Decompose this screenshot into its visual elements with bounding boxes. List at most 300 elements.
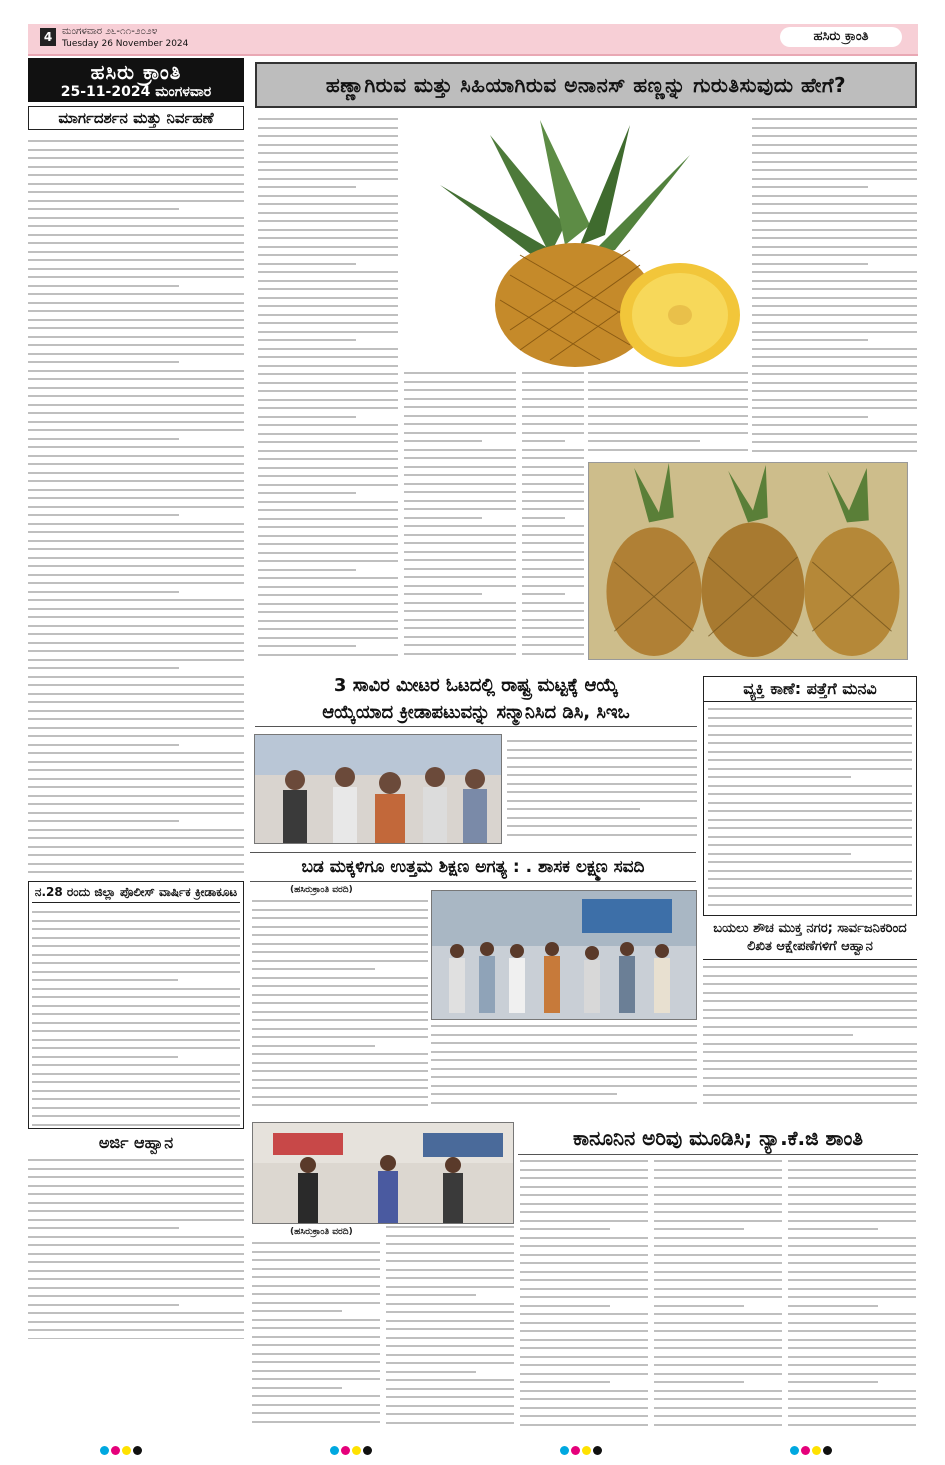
text-line: [708, 887, 912, 889]
text-line: [654, 1415, 782, 1417]
text-line: [520, 1305, 610, 1307]
story3-headline: ಬಡ ಮಕ್ಕಳಿಗೂ ಉತ್ತಮ ಶಿಕ್ಷಣ ಅಗತ್ಯ : . ಶಾಸಕ ಲಕ್ಷ್ಮಣ ಸವದಿ: [250, 852, 696, 882]
text-line: [32, 1073, 240, 1075]
story2-headline: [255, 672, 697, 727]
text-line: [28, 727, 244, 729]
text-line: [28, 548, 244, 550]
text-line: [32, 1107, 240, 1109]
main-story-col-3: [522, 372, 584, 658]
text-line: [28, 276, 244, 278]
text-line: [258, 246, 398, 248]
text-line: [752, 450, 917, 452]
text-line: [258, 407, 398, 409]
text-line: [522, 406, 584, 408]
text-line: [28, 608, 244, 610]
text-line: [522, 372, 584, 374]
text-line: [28, 336, 244, 338]
text-line: [258, 135, 398, 137]
text-line: [654, 1186, 782, 1188]
law-text-col3: [520, 1160, 648, 1432]
text-line: [28, 565, 244, 567]
text-line: [752, 280, 917, 282]
text-line: [28, 1253, 244, 1255]
text-line: [252, 1079, 428, 1081]
text-line: [703, 975, 917, 977]
text-line: [32, 1047, 240, 1049]
text-line: [752, 152, 917, 154]
text-line: [522, 517, 565, 519]
text-line: [654, 1237, 782, 1239]
text-line: [654, 1364, 782, 1366]
text-line: [708, 751, 912, 753]
text-line: [386, 1337, 514, 1339]
text-line: [252, 1087, 428, 1089]
text-line: [28, 642, 244, 644]
text-line: [32, 1064, 240, 1066]
text-line: [404, 500, 516, 502]
text-line: [28, 412, 244, 414]
missing-person-box: [703, 676, 917, 916]
text-line: [386, 1286, 514, 1288]
apply-heading: ಅರ್ಜಿ ಆಹ್ವಾನ: [98, 1133, 174, 1152]
text-line: [654, 1313, 782, 1315]
text-line: [404, 627, 516, 629]
text-line: [28, 1219, 244, 1221]
text-line: [703, 1026, 917, 1028]
text-line: [522, 534, 584, 536]
text-line: [752, 186, 868, 188]
text-line: [522, 415, 584, 417]
text-line: [654, 1262, 782, 1264]
missing-headline: ವ್ಯಕ್ತಿ ಕಾಣೆ: ಪತ್ತೆಗೆ ಮನವಿ: [704, 677, 916, 702]
text-line: [252, 1285, 380, 1287]
text-line: [258, 484, 398, 486]
text-line: [752, 271, 917, 273]
text-line: [654, 1288, 782, 1290]
text-line: [28, 1168, 244, 1170]
text-line: [28, 506, 244, 508]
text-line: [28, 531, 244, 533]
text-line: [28, 514, 179, 516]
text-line: [708, 768, 912, 770]
text-line: [252, 1045, 375, 1047]
text-line: [522, 508, 584, 510]
text-line: [752, 365, 917, 367]
text-line: [252, 900, 428, 902]
text-line: [654, 1339, 782, 1341]
text-line: [520, 1313, 648, 1315]
text-line: [520, 1424, 648, 1426]
text-line: [708, 827, 912, 829]
text-line: [520, 1160, 648, 1162]
text-line: [522, 398, 584, 400]
text-line: [654, 1220, 782, 1222]
text-line: [258, 186, 356, 188]
text-line: [258, 433, 398, 435]
text-line: [28, 1176, 244, 1178]
text-line: [788, 1407, 916, 1409]
text-line: [522, 593, 565, 595]
text-line: [28, 693, 244, 695]
text-line: [708, 759, 912, 761]
text-line: [520, 1347, 648, 1349]
text-line: [252, 934, 428, 936]
text-line: [520, 1322, 648, 1324]
text-line: [28, 761, 244, 763]
text-line: [404, 542, 516, 544]
text-line: [28, 710, 244, 712]
text-line: [252, 1028, 428, 1030]
text-line: [752, 373, 917, 375]
text-line: [654, 1279, 782, 1281]
text-line: [252, 1336, 380, 1338]
text-line: [404, 568, 516, 570]
text-line: [258, 339, 356, 341]
text-line: [28, 1270, 244, 1272]
text-line: [258, 390, 398, 392]
text-line: [28, 378, 244, 380]
text-line: [703, 1034, 853, 1036]
text-line: [507, 740, 697, 742]
text-line: [252, 1361, 380, 1363]
text-line: [752, 441, 917, 443]
text-line: [431, 1093, 617, 1095]
text-line: [32, 1124, 240, 1126]
text-line: [258, 144, 398, 146]
text-line: [752, 169, 917, 171]
text-line: [522, 381, 584, 383]
text-line: [28, 650, 244, 652]
text-line: [32, 1005, 240, 1007]
text-line: [520, 1415, 648, 1417]
text-line: [520, 1398, 648, 1400]
text-line: [507, 808, 640, 810]
text-line: [252, 1378, 380, 1380]
text-line: [788, 1339, 916, 1341]
text-line: [752, 390, 917, 392]
text-line: [252, 1259, 380, 1261]
text-line: [507, 791, 697, 793]
text-line: [522, 653, 584, 655]
toilet-box: [703, 920, 917, 1115]
text-line: [258, 314, 398, 316]
text-line: [28, 140, 244, 142]
text-line: [258, 382, 398, 384]
text-line: [28, 497, 244, 499]
text-line: [522, 576, 584, 578]
text-line: [252, 1251, 380, 1253]
text-line: [258, 509, 398, 511]
text-line: [752, 118, 917, 120]
text-line: [28, 183, 244, 185]
text-line: [28, 285, 179, 287]
header-date-english: Tuesday 26 November 2024: [62, 39, 189, 49]
text-line: [28, 863, 244, 865]
text-line: [404, 440, 482, 442]
text-line: [522, 551, 584, 553]
text-line: [258, 518, 398, 520]
text-line: [654, 1322, 782, 1324]
text-line: [32, 1115, 240, 1117]
text-line: [258, 577, 398, 579]
text-line: [522, 423, 584, 425]
text-line: [32, 1081, 240, 1083]
text-line: [520, 1407, 648, 1409]
text-line: [386, 1311, 514, 1313]
text-line: [28, 1338, 244, 1340]
text-line: [258, 118, 398, 120]
text-line: [404, 585, 516, 587]
text-line: [28, 438, 179, 440]
text-line: [404, 449, 516, 451]
text-line: [252, 960, 428, 962]
text-line: [258, 603, 398, 605]
text-line: [654, 1203, 782, 1205]
apply-text: [28, 1159, 244, 1339]
text-line: [588, 381, 748, 383]
text-line: [431, 1051, 697, 1053]
text-line: [431, 1025, 697, 1027]
text-line: [258, 645, 356, 647]
text-line: [32, 962, 240, 964]
text-line: [258, 628, 398, 630]
text-line: [520, 1203, 648, 1205]
text-line: [28, 1287, 244, 1289]
law-headline: ಕಾನೂನಿನ ಅರಿವು ಮೂಡಿಸಿ; ನ್ಯಾ.ಕೆ.ಜಿ ಶಾಂತಿ: [518, 1122, 918, 1155]
text-line: [431, 1085, 697, 1087]
text-line: [404, 398, 516, 400]
text-line: [386, 1379, 514, 1381]
text-line: [703, 1085, 917, 1087]
text-line: [252, 1276, 380, 1278]
text-line: [654, 1228, 744, 1230]
text-line: [258, 611, 398, 613]
text-line: [654, 1407, 782, 1409]
text-line: [507, 774, 697, 776]
text-line: [258, 288, 398, 290]
text-line: [520, 1271, 648, 1273]
text-line: [258, 594, 398, 596]
text-line: [28, 480, 244, 482]
text-line: [752, 237, 917, 239]
text-line: [28, 234, 244, 236]
story3-text-col1: [252, 900, 428, 1110]
text-line: [28, 735, 244, 737]
text-line: [404, 483, 516, 485]
text-line: [28, 166, 244, 168]
text-line: [32, 1030, 240, 1032]
text-line: [258, 356, 398, 358]
text-line: [386, 1243, 514, 1245]
text-line: [788, 1160, 916, 1162]
text-line: [522, 525, 584, 527]
text-line: [654, 1296, 782, 1298]
text-line: [28, 795, 244, 797]
text-line: [788, 1373, 916, 1375]
text-line: [788, 1279, 916, 1281]
text-line: [28, 319, 244, 321]
text-line: [28, 684, 244, 686]
text-line: [404, 415, 516, 417]
sports-text: [32, 911, 240, 1129]
text-line: [28, 327, 244, 329]
text-line: [28, 591, 179, 593]
text-line: [258, 271, 398, 273]
text-line: [32, 945, 240, 947]
text-line: [404, 389, 516, 391]
text-line: [28, 803, 244, 805]
text-line: [258, 450, 398, 452]
text-line: [520, 1177, 648, 1179]
text-line: [32, 988, 240, 990]
text-line: [404, 525, 516, 527]
text-line: [522, 449, 584, 451]
text-line: [28, 599, 244, 601]
text-line: [258, 373, 398, 375]
text-line: [28, 633, 244, 635]
header-date-kannada: ಮಂಗಳವಾರ ೨೬-೧೧-೨೦೨೪: [62, 26, 158, 37]
text-line: [252, 1353, 380, 1355]
header-date: [62, 26, 188, 50]
text-line: [28, 242, 244, 244]
text-line: [520, 1364, 648, 1366]
text-line: [520, 1381, 610, 1383]
text-line: [28, 455, 244, 457]
text-line: [654, 1194, 782, 1196]
text-line: [386, 1320, 514, 1322]
text-line: [708, 785, 912, 787]
law-text-col5: [788, 1160, 916, 1432]
text-line: [28, 344, 244, 346]
text-line: [703, 1043, 917, 1045]
text-line: [258, 637, 398, 639]
main-story-col-4: [752, 118, 917, 458]
text-line: [752, 433, 917, 435]
text-line: [28, 489, 244, 491]
text-line: [28, 259, 244, 261]
text-line: [28, 421, 244, 423]
text-line: [654, 1160, 782, 1162]
text-line: [258, 543, 398, 545]
text-line: [28, 1202, 244, 1204]
text-line: [252, 1002, 428, 1004]
text-line: [708, 717, 912, 719]
text-line: [703, 1102, 917, 1104]
story3-credit: (ಹಸಿರುಕ್ರಾಂತಿ ವರದಿ): [290, 885, 353, 895]
text-line: [258, 203, 398, 205]
text-line: [258, 127, 398, 129]
text-line: [507, 757, 697, 759]
text-line: [32, 1013, 240, 1015]
text-line: [752, 246, 917, 248]
text-line: [28, 1193, 244, 1195]
text-line: [258, 586, 398, 588]
masthead-date: 25-11-2024 ಮಂಗಳವಾರ: [60, 84, 212, 100]
text-line: [520, 1254, 648, 1256]
text-line: [788, 1237, 916, 1239]
text-line: [654, 1373, 782, 1375]
text-line: [522, 440, 565, 442]
text-line: [654, 1254, 782, 1256]
text-line: [588, 423, 748, 425]
text-line: [28, 676, 244, 678]
main-story-col-5: [588, 372, 748, 458]
law-credit: (ಹಸಿರುಕ್ರಾಂತಿ ವರದಿ): [290, 1227, 353, 1237]
text-line: [708, 895, 912, 897]
text-line: [252, 977, 428, 979]
text-line: [788, 1211, 916, 1213]
text-line: [788, 1398, 916, 1400]
text-line: [28, 293, 244, 295]
text-line: [654, 1177, 782, 1179]
text-line: [507, 783, 697, 785]
text-line: [32, 911, 240, 913]
law-event-photo: [252, 1122, 514, 1224]
text-line: [28, 667, 179, 669]
text-line: [752, 322, 917, 324]
text-line: [252, 994, 428, 996]
text-line: [252, 985, 428, 987]
text-line: [28, 574, 244, 576]
text-line: [752, 297, 917, 299]
toilet-headline: ಬಯಲು ಶೌಚ ಮುಕ್ತ ನಗರ; ಸಾರ್ವಜನಿಕರಿಂದ ಲಿಖಿತ ಆಕ್ಷೇಪಣೆಗಳಿಗೆ ಆಹ್ವಾನ: [703, 920, 917, 960]
text-line: [28, 1227, 179, 1229]
text-line: [28, 1312, 244, 1314]
text-line: [522, 457, 584, 459]
text-line: [520, 1373, 648, 1375]
text-line: [788, 1381, 878, 1383]
page-number: 4: [40, 28, 56, 46]
text-line: [386, 1345, 514, 1347]
text-line: [404, 576, 516, 578]
text-line: [28, 302, 244, 304]
text-line: [404, 610, 516, 612]
text-line: [404, 619, 516, 621]
text-line: [788, 1390, 916, 1392]
text-line: [752, 356, 917, 358]
text-line: [28, 157, 244, 159]
text-line: [431, 1068, 697, 1070]
text-line: [252, 909, 428, 911]
editorial-heading: ಮಾರ್ಗದರ್ಶನ ಮತ್ತು ನಿರ್ವಹಣೆ: [28, 106, 244, 130]
text-line: [708, 810, 912, 812]
text-line: [404, 432, 516, 434]
text-line: [431, 1059, 697, 1061]
text-line: [28, 387, 244, 389]
text-line: [258, 441, 398, 443]
text-line: [788, 1220, 916, 1222]
text-line: [258, 280, 398, 282]
text-line: [654, 1356, 782, 1358]
text-line: [258, 458, 398, 460]
text-line: [703, 1068, 917, 1070]
text-line: [404, 457, 516, 459]
text-line: [252, 1019, 428, 1021]
text-line: [252, 917, 428, 919]
text-line: [258, 399, 398, 401]
text-line: [708, 802, 912, 804]
text-line: [788, 1245, 916, 1247]
law-text-col4: [654, 1160, 782, 1432]
text-line: [788, 1364, 916, 1366]
law-text-col2: [386, 1226, 514, 1432]
text-line: [752, 407, 917, 409]
text-line: [788, 1330, 916, 1332]
text-line: [788, 1228, 878, 1230]
text-line: [404, 653, 516, 655]
text-line: [252, 1387, 342, 1389]
text-line: [258, 195, 398, 197]
